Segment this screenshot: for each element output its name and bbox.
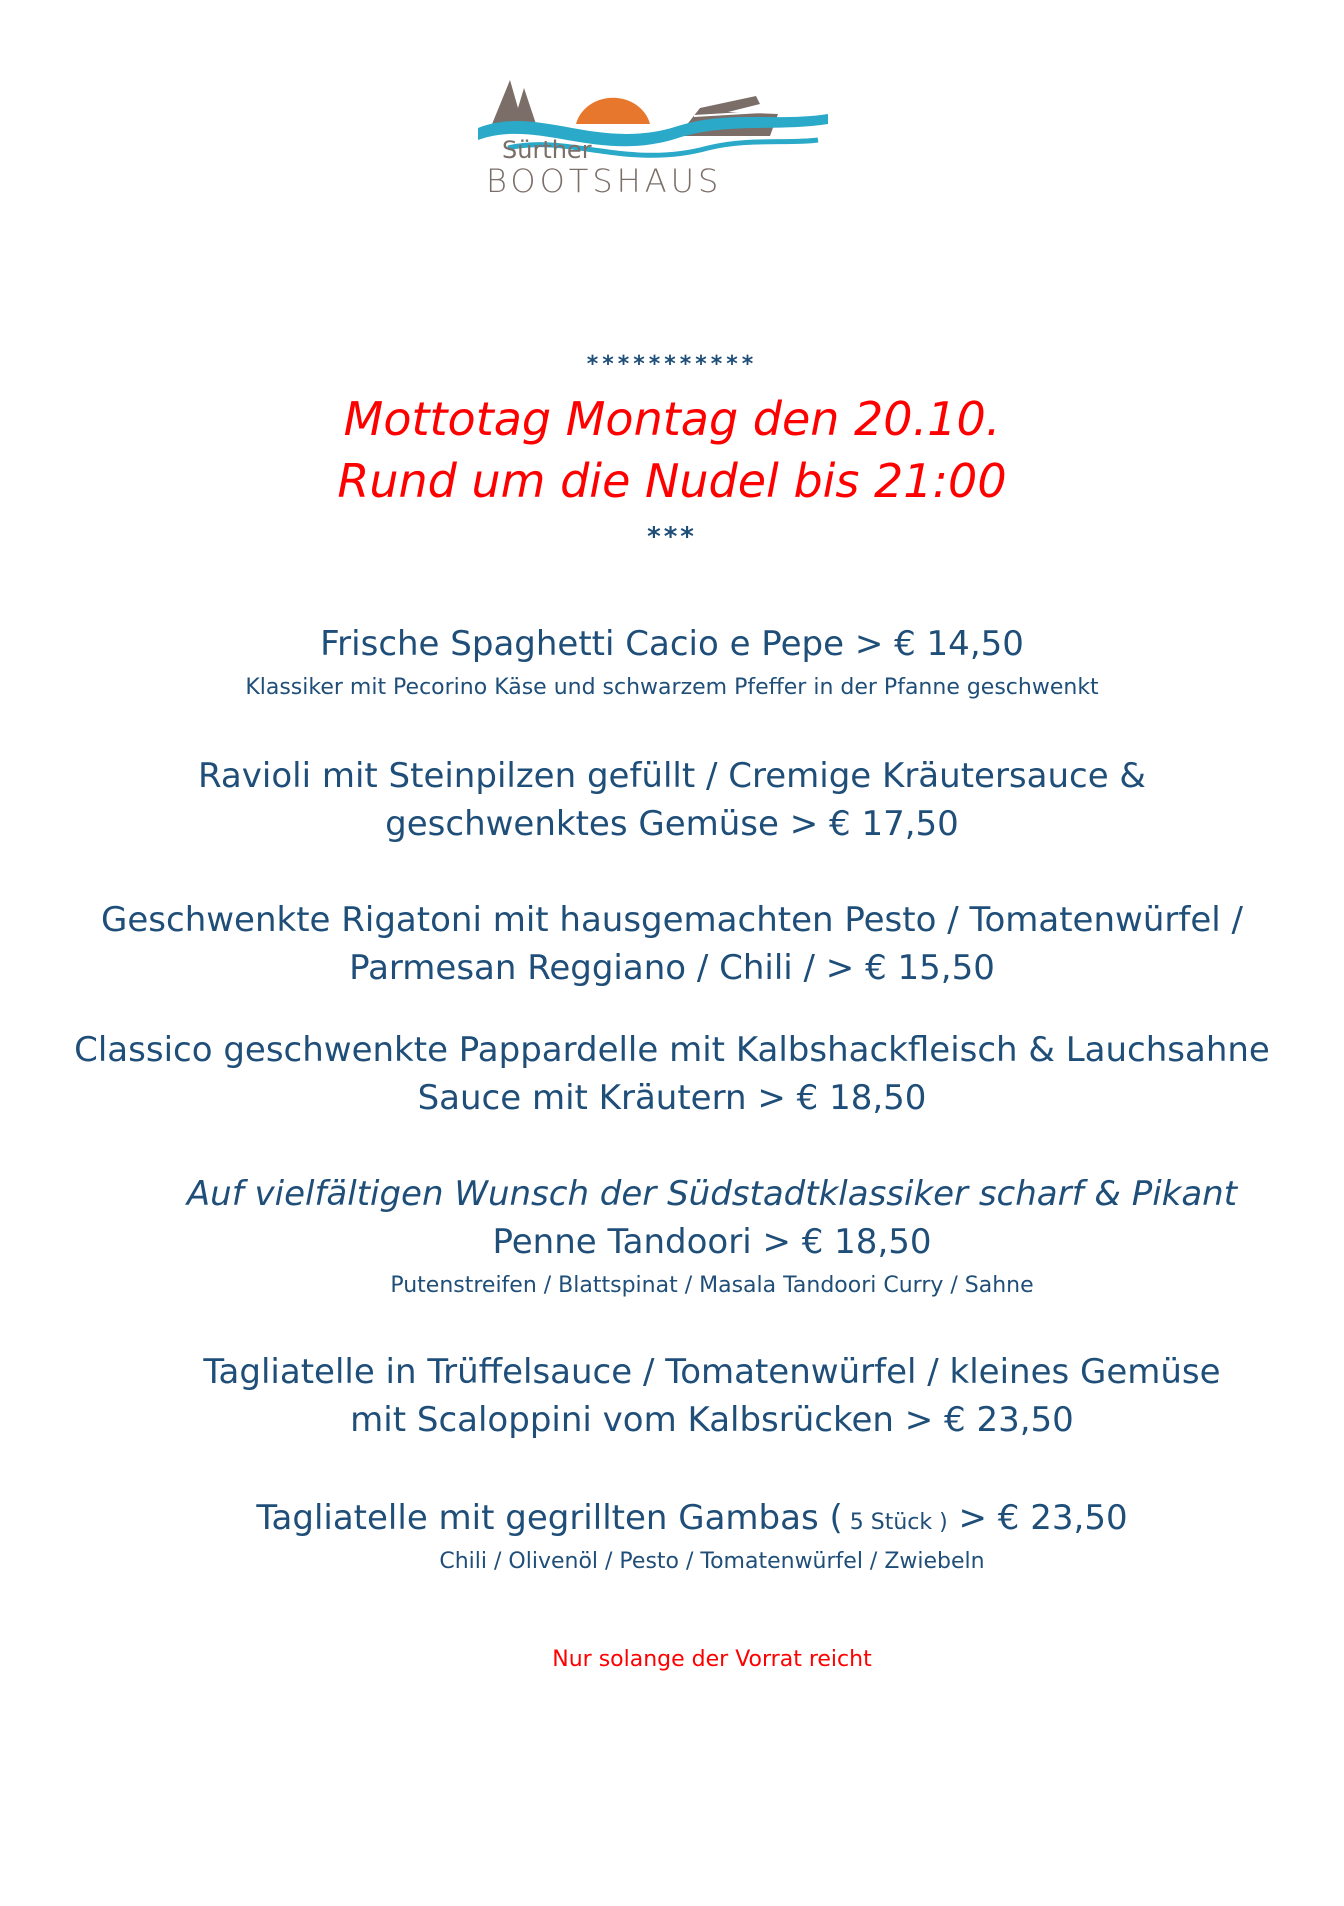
page-subtitle: Rund um die Nudel bis 21:00	[337, 454, 1007, 508]
menu-item-3-line2: Parmesan Reggiano / Chili / > € 15,50	[349, 948, 995, 988]
menu-item-7-name	[20, 1494, 1344, 1547]
menu-item-7-quantity: 5 Stück )	[842, 1510, 948, 1535]
menu-item-3-line1: Geschwenkte Rigatoni mit hausgemachten Pesto / Tomatenwürfel /	[101, 900, 1243, 940]
menu-item-7-price: > € 23,50	[947, 1498, 1128, 1538]
bootshaus-logo	[478, 74, 854, 206]
menu-item-5-intro: Auf vielfältigen Wunsch der Südstadtklassiker scharf & Pikant	[186, 1174, 1238, 1214]
logo-text-top: Sürther	[502, 136, 592, 164]
availability-note: Nur solange der Vorrat reicht	[552, 1647, 872, 1672]
logo-text-bottom: BOOTSHAUS	[486, 162, 723, 200]
decorative-stars-mid: ***	[647, 522, 697, 552]
decorative-stars-top: ***********	[586, 352, 758, 377]
menu-item-6-line2: mit Scaloppini vom Kalbsrücken > € 23,50	[350, 1400, 1074, 1440]
menu-item-1-name: Frische Spaghetti Cacio e Pepe > € 14,50	[320, 624, 1024, 664]
menu-item-6-line1: Tagliatelle in Trüffelsauce / Tomatenwürfel / kleines Gemüse	[203, 1352, 1221, 1392]
menu-item-2-line1: Ravioli mit Steinpilzen gefüllt / Cremige Kräutersauce &	[198, 756, 1146, 796]
page-title: Mottotag Montag den 20.10.	[343, 392, 1001, 446]
menu-item-4-line1: Classico geschwenkte Pappardelle mit Kalbshackfleisch & Lauchsahne	[74, 1030, 1270, 1070]
menu-item-1-desc: Klassiker mit Pecorino Käse und schwarzem Pfeffer in der Pfanne geschwenkt	[245, 675, 1099, 700]
menu-item-7-name-start: Tagliatelle mit gegrillten Gambas (	[256, 1498, 843, 1538]
menu-item-5-desc: Putenstreifen / Blattspinat / Masala Tandoori Curry / Sahne	[390, 1273, 1034, 1298]
menu-item-7-desc: Chili / Olivenöl / Pesto / Tomatenwürfel / Zwiebeln	[439, 1549, 985, 1574]
menu-item-5-name: Penne Tandoori > € 18,50	[492, 1222, 932, 1262]
menu-item-4-line2: Sauce mit Kräutern > € 18,50	[417, 1078, 927, 1118]
menu-item-2-line2: geschwenktes Gemüse > € 17,50	[385, 804, 959, 844]
